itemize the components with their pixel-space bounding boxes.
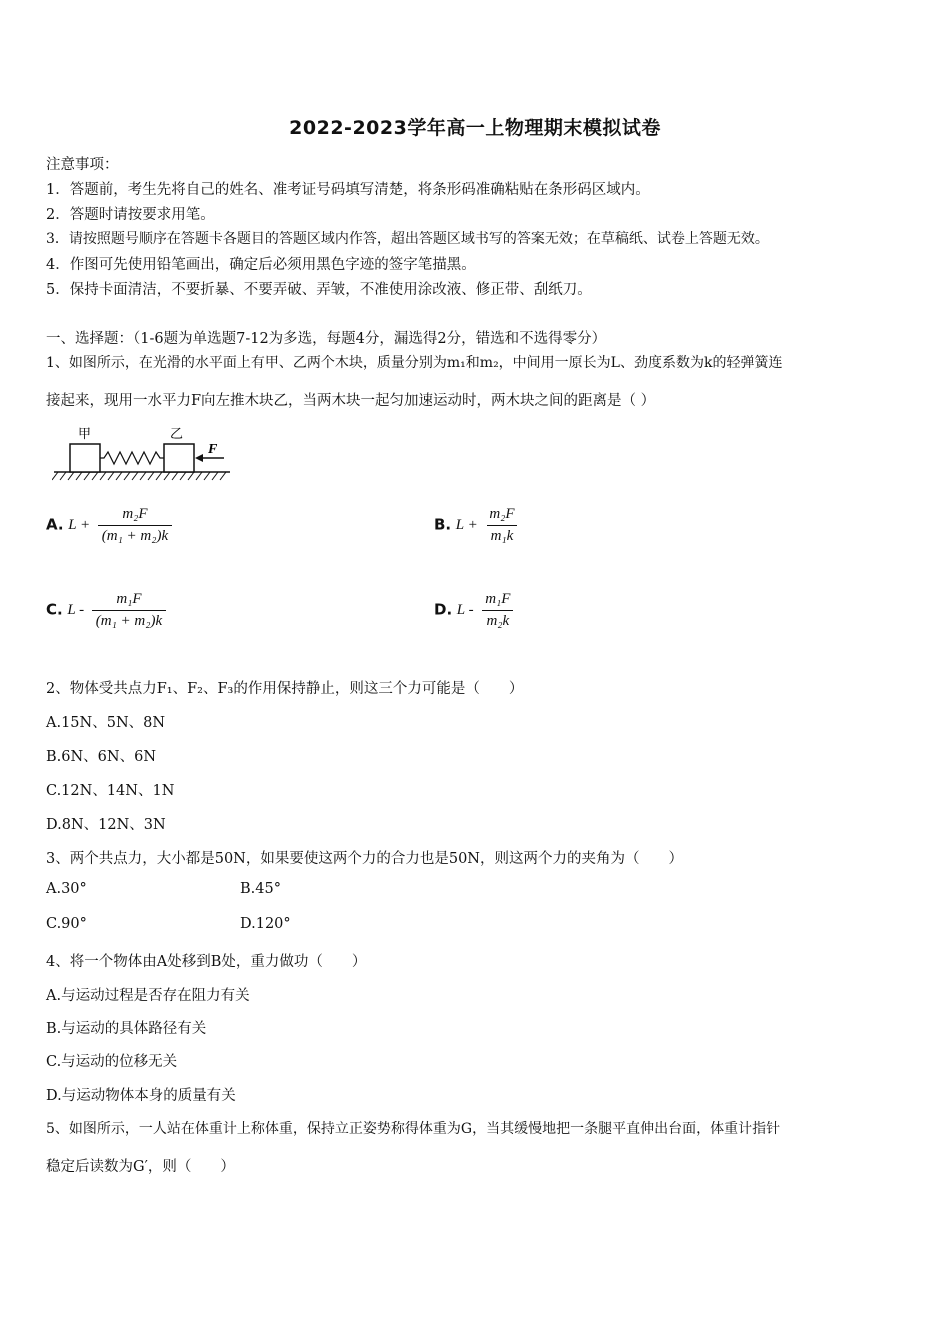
- q2-option-d[interactable]: D.8N、12N、3N: [46, 817, 166, 833]
- block-jia: [70, 444, 100, 472]
- q3-option-a[interactable]: A.30°: [46, 881, 87, 897]
- q2-option-b[interactable]: B.6N、6N、6N: [46, 749, 157, 765]
- q2-option-a[interactable]: A.15N、5N、8N: [46, 715, 166, 731]
- notice-item-1: 1．答题前，考生先将自己的姓名、准考证号码填写清楚，将条形码准确粘贴在条形码区域内。: [46, 182, 650, 198]
- block-yi: [164, 444, 194, 472]
- q3-option-c[interactable]: C.90°: [46, 916, 87, 932]
- spring-blocks-figure: [52, 422, 237, 484]
- q4-option-d[interactable]: D.与运动物体本身的质量有关: [46, 1088, 236, 1104]
- notice-item-2: 2．答题时请按要求用笔。: [46, 207, 215, 223]
- fraction-numerator: m₁F: [116, 591, 142, 607]
- q5-stem-line1: 5、如图所示，一人站在体重计上称体重，保持立正姿势称得体重为G，当其缓慢地把一条腿平直伸出台面，体重计指针: [46, 1121, 781, 1137]
- label-yi: 乙: [170, 427, 184, 442]
- q2-option-c[interactable]: C.12N、14N、1N: [46, 783, 175, 799]
- option-fraction: [481, 591, 514, 630]
- fraction-denominator: m₁k: [487, 525, 518, 545]
- option-prefix: L +: [455, 517, 478, 533]
- option-letter: A.: [46, 515, 64, 534]
- spring: [100, 452, 164, 464]
- section-heading: 一、选择题：（1-6题为单选题7-12为多选，每题4分，漏选得2分，错选和不选得零分）: [46, 331, 607, 347]
- option-fraction: [92, 591, 166, 630]
- q1-stem-line1: 1、如图所示，在光滑的水平面上有甲、乙两个木块，质量分别为m₁和m₂，中间用一原长为L、劲度系数为k的轻弹簧连: [46, 355, 783, 371]
- option-fraction: [98, 506, 172, 545]
- fraction-denominator: m₂k: [482, 610, 513, 630]
- notice-item-3: 3．请按照题号顺序在答题卡各题目的答题区域内作答，超出答题区域书写的答案无效；在草稿纸、试卷上答题无效。: [46, 231, 769, 247]
- page-title: 2022-2023学年高一上物理期末模拟试卷: [289, 117, 661, 139]
- option-fraction: [485, 506, 518, 545]
- label-f: F: [208, 442, 218, 457]
- option-prefix: L -: [456, 602, 474, 618]
- q3-option-d[interactable]: D.120°: [240, 916, 291, 932]
- q4-option-a[interactable]: A.与运动过程是否存在阻力有关: [46, 988, 250, 1004]
- q1-option-b[interactable]: [434, 506, 519, 545]
- q1-stem-line2: 接起来，现用一水平力F向左推木块乙，当两木块一起匀加速运动时，两木块之间的距离是（ ）: [46, 393, 656, 409]
- option-letter: B.: [434, 515, 452, 534]
- q1-option-a[interactable]: [46, 506, 172, 545]
- option-prefix: L -: [67, 602, 85, 618]
- q4-option-b[interactable]: B.与运动的具体路径有关: [46, 1021, 207, 1037]
- label-jia: 甲: [78, 427, 92, 442]
- fraction-numerator: m₂F: [489, 506, 515, 522]
- q2-stem: 2、物体受共点力F₁、F₂、F₃的作用保持静止，则这三个力可能是（ ）: [46, 681, 524, 697]
- fraction-denominator: (m₁ + m₂)k: [98, 525, 172, 545]
- fraction-numerator: m₂F: [122, 506, 148, 522]
- q5-stem-line2: 稳定后读数为G′，则（ ）: [46, 1159, 235, 1175]
- q4-option-c[interactable]: C.与运动的位移无关: [46, 1054, 178, 1070]
- fraction-denominator: (m₁ + m₂)k: [92, 610, 166, 630]
- option-letter: D.: [434, 600, 453, 619]
- notice-heading: 注意事项：: [46, 157, 119, 173]
- q1-option-d[interactable]: [434, 591, 514, 630]
- q4-stem: 4、将一个物体由A处移到B处，重力做功（ ）: [46, 954, 367, 970]
- option-letter: C.: [46, 600, 63, 619]
- option-prefix: L +: [68, 517, 91, 533]
- q3-stem: 3、两个共点力，大小都是50N，如果要使这两个力的合力也是50N，则这两个力的夹角为（ ）: [46, 851, 683, 867]
- notice-item-4: 4．作图可先使用铅笔画出，确定后必须用黑色字迹的签字笔描黑。: [46, 257, 476, 273]
- q3-option-b[interactable]: B.45°: [240, 881, 281, 897]
- notice-item-5: 5．保持卡面清洁，不要折暴、不要弄破、弄皱，不准使用涂改液、修正带、刮纸刀。: [46, 282, 592, 298]
- fraction-numerator: m₁F: [485, 591, 511, 607]
- q1-option-c[interactable]: [46, 591, 166, 630]
